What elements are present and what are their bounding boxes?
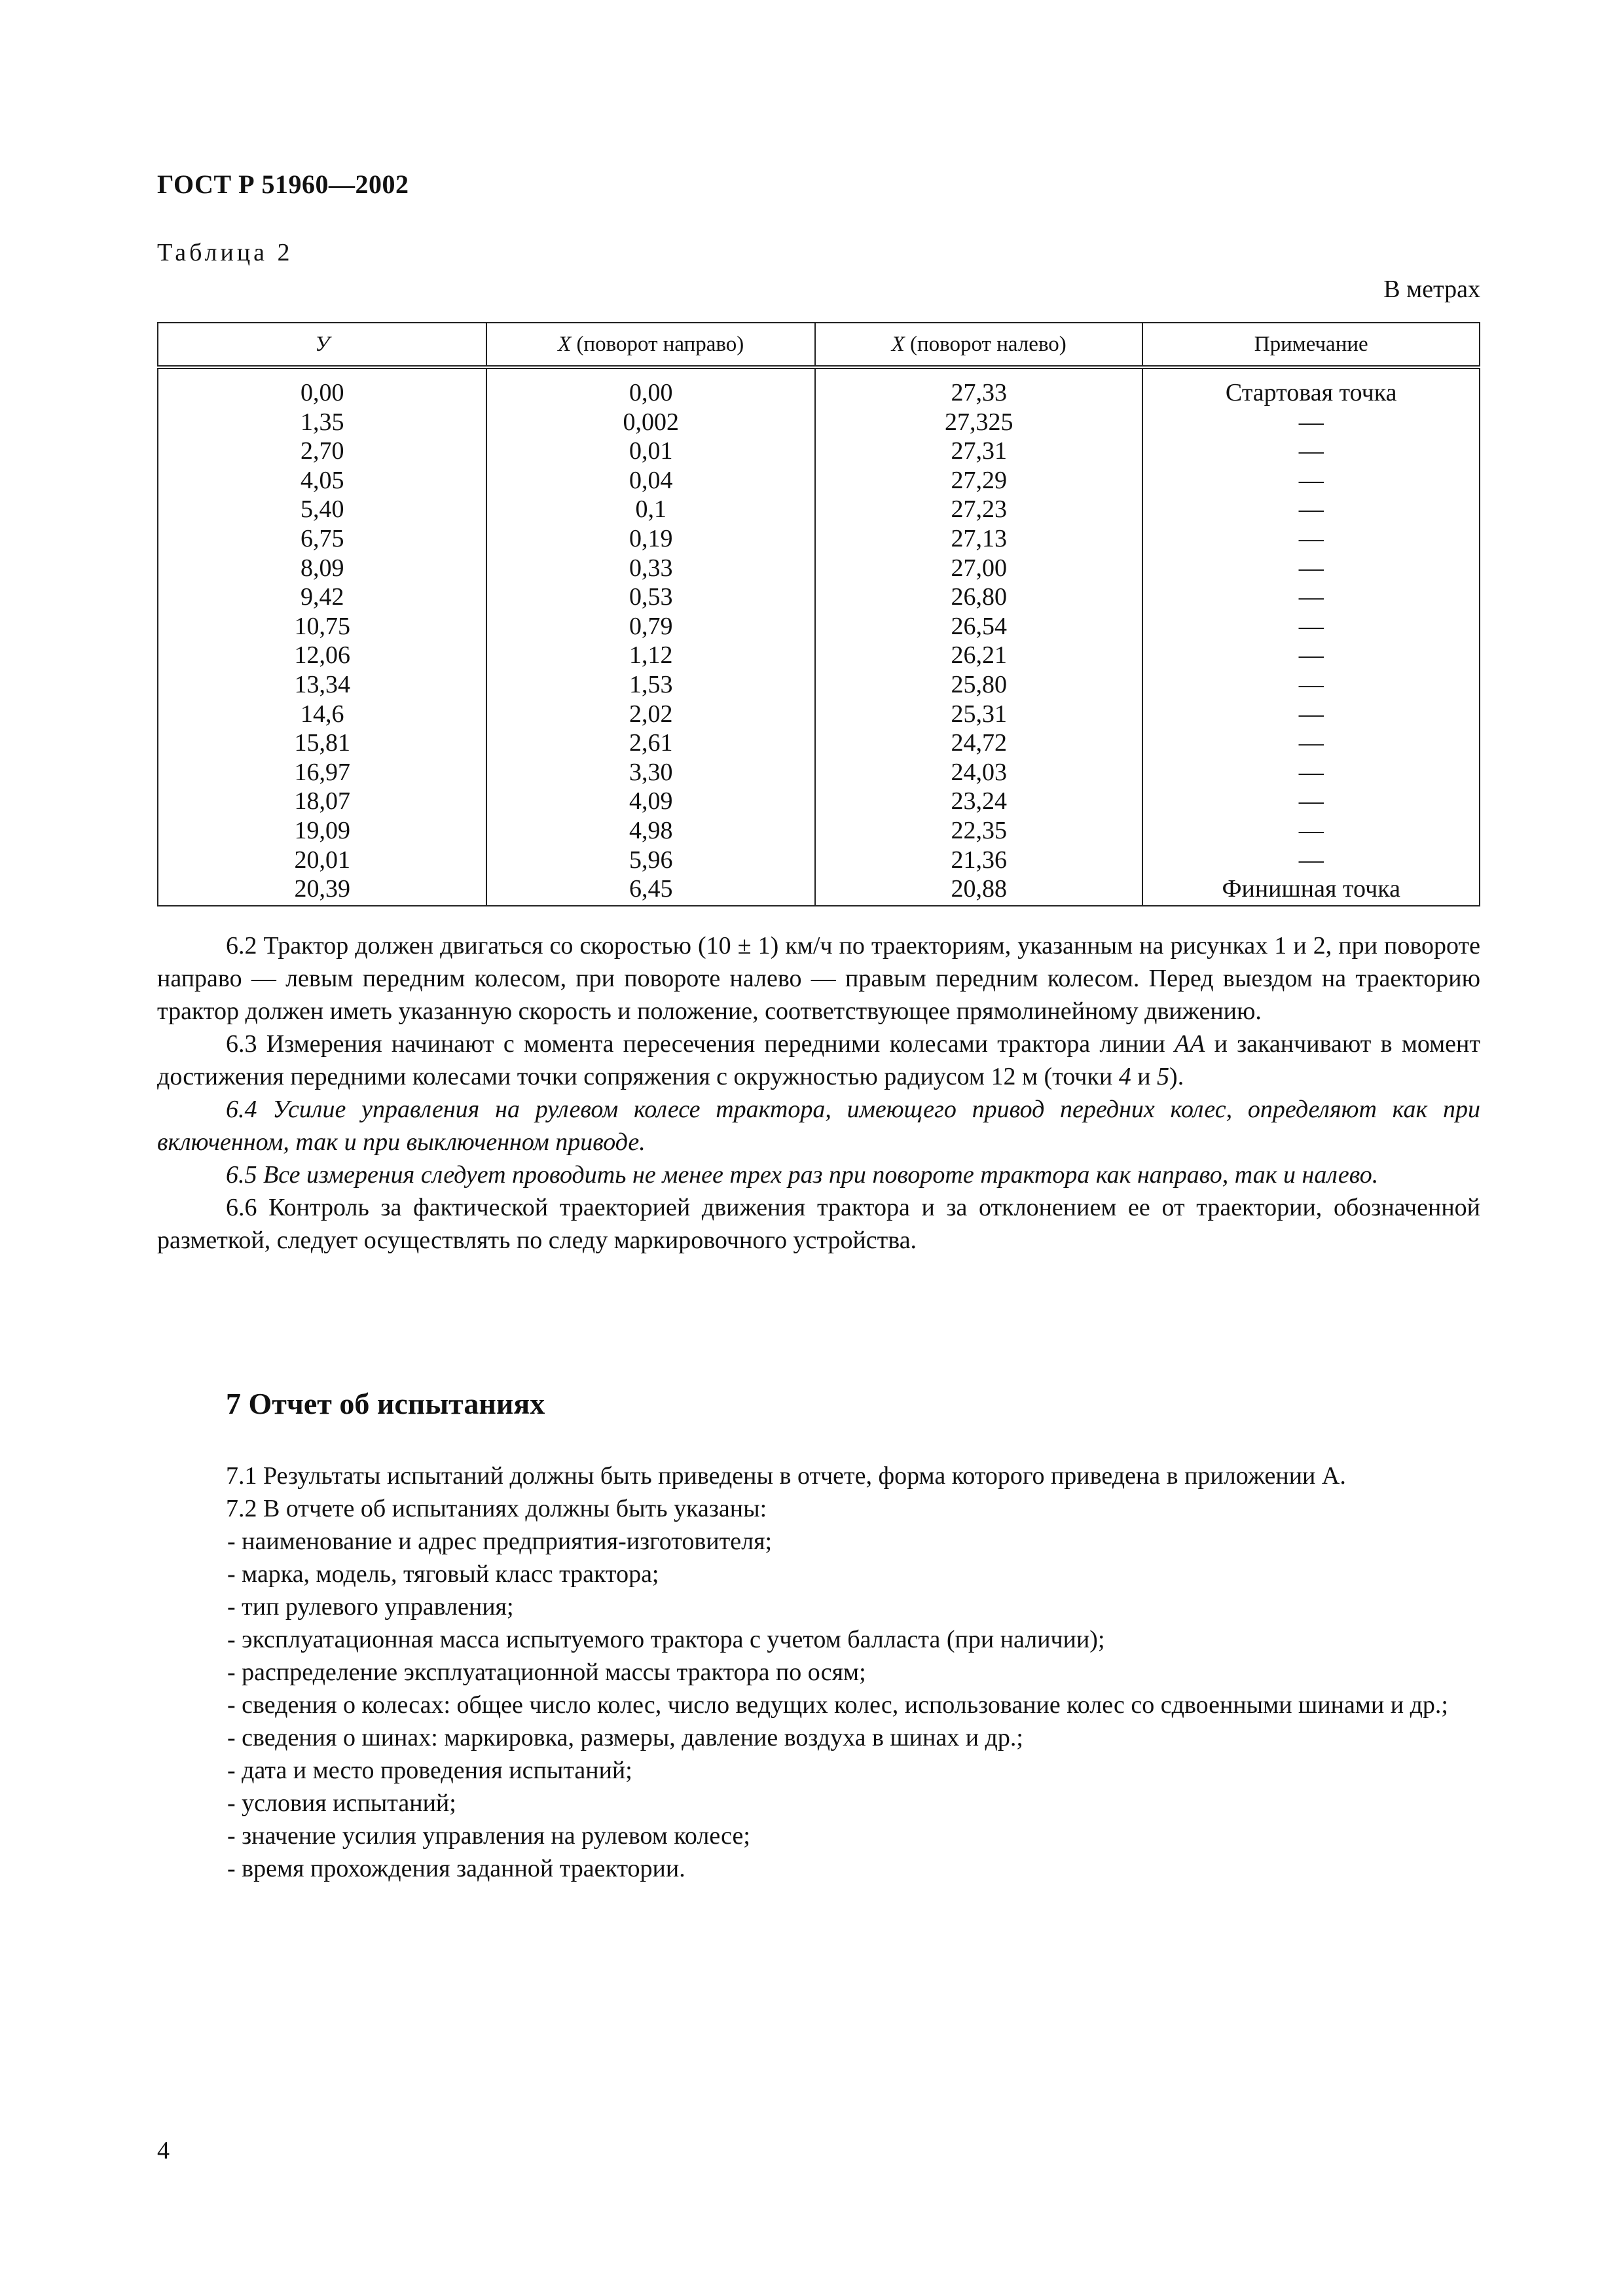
cell-y: 14,6 xyxy=(158,700,486,729)
cell-y: 13,34 xyxy=(158,670,486,700)
cell-x-left: 23,24 xyxy=(815,787,1143,816)
cell-y: 6,75 xyxy=(158,524,486,554)
cell-x-left: 27,31 xyxy=(815,437,1143,466)
cell-y: 4,05 xyxy=(158,466,486,495)
column-header-x-left: X (поворот налево) xyxy=(815,323,1143,367)
paragraph-6-3: 6.3 Измерения начинают с момента пересечения передними колесами трактора линии АА и заканчивают в момент достижения передними колесами точки сопряжения с окружностью радиусом 12 м (точки 4 и 5). xyxy=(157,1030,1480,1090)
document-code: ГОСТ Р 51960—2002 xyxy=(157,170,409,199)
paragraph-7-1: 7.1 Результаты испытаний должны быть приведены в отчете, форма которого приведена в приложении А. xyxy=(226,1462,1346,1490)
cell-x-right: 4,09 xyxy=(486,787,815,816)
cell-x-right: 0,002 xyxy=(486,408,815,437)
cell-y: 0,00 xyxy=(158,367,486,408)
cell-x-right: 0,00 xyxy=(486,367,815,408)
table-row xyxy=(158,787,1480,816)
cell-note: Стартовая точка xyxy=(1142,367,1480,408)
list-item: - наименование и адрес предприятия-изготовителя; xyxy=(227,1528,773,1555)
cell-x-left: 26,80 xyxy=(815,583,1143,612)
cell-note: — xyxy=(1142,816,1480,846)
cell-y: 12,06 xyxy=(158,641,486,670)
cell-x-right: 1,12 xyxy=(486,641,815,670)
paragraph-6-6: 6.6 Контроль за фактической траекторией движения трактора и за отклонением ее от траектории, обозначенной разметкой, следует осуществлять по следу маркировочного устройства. xyxy=(157,1194,1480,1254)
cell-y: 9,42 xyxy=(158,583,486,612)
table-header-row xyxy=(158,323,1480,367)
table-row xyxy=(158,758,1480,787)
list-item: - время прохождения заданной траектории. xyxy=(227,1855,685,1882)
cell-x-left: 25,31 xyxy=(815,700,1143,729)
table-row xyxy=(158,700,1480,729)
cell-note: — xyxy=(1142,466,1480,495)
cell-note: — xyxy=(1142,583,1480,612)
cell-x-left: 26,54 xyxy=(815,612,1143,641)
cell-x-left: 24,72 xyxy=(815,728,1143,758)
cell-note: — xyxy=(1142,495,1480,524)
section-6-text xyxy=(157,929,1480,1257)
cell-y: 20,01 xyxy=(158,846,486,875)
cell-x-right: 2,02 xyxy=(486,700,815,729)
cell-y: 15,81 xyxy=(158,728,486,758)
cell-note: — xyxy=(1142,612,1480,641)
cell-x-right: 0,53 xyxy=(486,583,815,612)
table-row xyxy=(158,816,1480,846)
cell-x-right: 3,30 xyxy=(486,758,815,787)
cell-x-right: 0,1 xyxy=(486,495,815,524)
cell-x-left: 21,36 xyxy=(815,846,1143,875)
table-row xyxy=(158,495,1480,524)
table-row xyxy=(158,612,1480,641)
paragraph-6-2: 6.2 Трактор должен двигаться со скоростью (10 ± 1) км/ч по траекториям, указанным на рисунках 1 и 2, при повороте направо — левым передним колесом, при повороте налево — правым передним колесом. Перед выездом на траекторию трактор должен иметь указанную скорость и положение, соответствующее прямолинейному движению. xyxy=(157,932,1480,1025)
table-row xyxy=(158,524,1480,554)
list-item: - сведения о колесах: общее число колес, число ведущих колес, использование колес со сдвоенными шинами и др.; xyxy=(227,1691,1448,1719)
cell-x-left: 22,35 xyxy=(815,816,1143,846)
cell-x-left: 27,00 xyxy=(815,554,1143,583)
cell-note: — xyxy=(1142,846,1480,875)
cell-y: 1,35 xyxy=(158,408,486,437)
table-row xyxy=(158,554,1480,583)
cell-note: — xyxy=(1142,408,1480,437)
table-row xyxy=(158,367,1480,408)
table-row xyxy=(158,408,1480,437)
cell-y: 5,40 xyxy=(158,495,486,524)
cell-x-right: 4,98 xyxy=(486,816,815,846)
table-units: В метрах xyxy=(1383,276,1480,303)
list-item: - эксплуатационная масса испытуемого трактора с учетом балласта (при наличии); xyxy=(227,1626,1105,1653)
cell-note: — xyxy=(1142,554,1480,583)
cell-note: — xyxy=(1142,437,1480,466)
cell-y: 16,97 xyxy=(158,758,486,787)
cell-x-right: 0,79 xyxy=(486,612,815,641)
paragraph-7-2: 7.2 В отчете об испытаниях должны быть указаны: xyxy=(226,1495,767,1522)
list-item: - распределение эксплуатационной массы трактора по осям; xyxy=(227,1659,866,1686)
coordinates-table xyxy=(157,322,1480,906)
cell-x-right: 0,19 xyxy=(486,524,815,554)
cell-x-right: 0,01 xyxy=(486,437,815,466)
cell-x-left: 27,325 xyxy=(815,408,1143,437)
section-7-text xyxy=(157,1460,1480,1885)
cell-note: — xyxy=(1142,700,1480,729)
cell-x-right: 0,04 xyxy=(486,466,815,495)
list-item: - марка, модель, тяговый класс трактора; xyxy=(227,1560,659,1588)
cell-x-left: 26,21 xyxy=(815,641,1143,670)
cell-note: — xyxy=(1142,641,1480,670)
cell-x-right: 0,33 xyxy=(486,554,815,583)
paragraph-6-4: 6.4 Усилие управления на рулевом колесе трактора, имеющего привод передних колес, определяют как при включенном, так и при выключенном приводе. xyxy=(157,1096,1480,1156)
cell-x-right: 1,53 xyxy=(486,670,815,700)
cell-y: 19,09 xyxy=(158,816,486,846)
table-row xyxy=(158,466,1480,495)
cell-x-left: 25,80 xyxy=(815,670,1143,700)
cell-y: 20,39 xyxy=(158,874,486,906)
list-item: - значение усилия управления на рулевом колесе; xyxy=(227,1822,750,1850)
cell-x-left: 20,88 xyxy=(815,874,1143,906)
table-row xyxy=(158,874,1480,906)
column-header-x-right: X (поворот направо) xyxy=(486,323,815,367)
cell-x-right: 2,61 xyxy=(486,728,815,758)
cell-x-right: 6,45 xyxy=(486,874,815,906)
column-header-note: Примечание xyxy=(1142,323,1480,367)
cell-note: — xyxy=(1142,524,1480,554)
cell-y: 2,70 xyxy=(158,437,486,466)
cell-y: 8,09 xyxy=(158,554,486,583)
list-item: - сведения о шинах: маркировка, размеры, давление воздуха в шинах и др.; xyxy=(227,1724,1023,1751)
list-item: - условия испытаний; xyxy=(227,1789,456,1817)
list-item: - дата и место проведения испытаний; xyxy=(227,1757,632,1784)
cell-x-left: 27,23 xyxy=(815,495,1143,524)
cell-note: — xyxy=(1142,670,1480,700)
list-item: - тип рулевого управления; xyxy=(227,1593,514,1621)
table-row xyxy=(158,846,1480,875)
table-caption: Таблица 2 xyxy=(157,239,293,266)
cell-note: — xyxy=(1142,787,1480,816)
report-items-list xyxy=(157,1525,1480,1885)
cell-y: 18,07 xyxy=(158,787,486,816)
table-body xyxy=(158,367,1480,906)
cell-x-left: 27,29 xyxy=(815,466,1143,495)
table-row xyxy=(158,437,1480,466)
cell-x-right: 5,96 xyxy=(486,846,815,875)
table-row xyxy=(158,641,1480,670)
page-number: 4 xyxy=(157,2137,170,2164)
table-row xyxy=(158,670,1480,700)
paragraph-6-5: 6.5 Все измерения следует проводить не менее трех раз при повороте трактора как направо, так и налево. xyxy=(226,1161,1379,1189)
cell-note: Финишная точка xyxy=(1142,874,1480,906)
table-row xyxy=(158,728,1480,758)
cell-note: — xyxy=(1142,728,1480,758)
table-row xyxy=(158,583,1480,612)
section-7-title: 7 Отчет об испытаниях xyxy=(226,1387,545,1420)
cell-x-left: 27,13 xyxy=(815,524,1143,554)
cell-y: 10,75 xyxy=(158,612,486,641)
cell-x-left: 24,03 xyxy=(815,758,1143,787)
cell-note: — xyxy=(1142,758,1480,787)
cell-x-left: 27,33 xyxy=(815,367,1143,408)
column-header-y: У xyxy=(158,323,486,367)
